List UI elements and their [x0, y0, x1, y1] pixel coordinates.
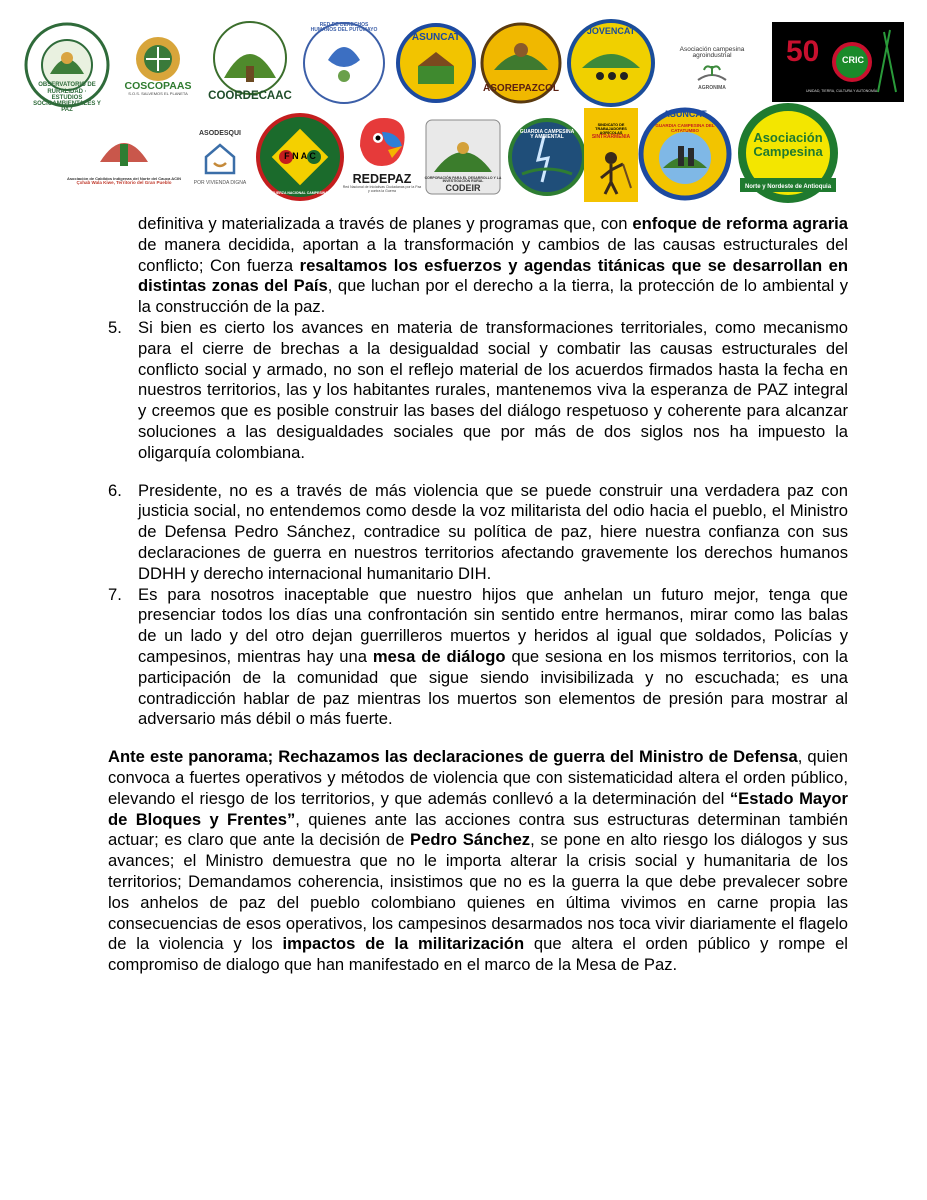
- logo-strip: [0, 0, 927, 205]
- jovencat-label: JOVENCAT: [586, 26, 636, 37]
- text-run: definitiva y materializada a través de planes y programas que, con: [138, 214, 633, 233]
- logo-norte-nordeste: [730, 104, 846, 202]
- text-run: , que luchan por el derecho a la tierra, la protección de lo ambiental y la construcción de la paz.: [138, 276, 848, 317]
- guardia-campesina-emblem: [508, 112, 586, 202]
- text-run: , quien convoca a fuertes operativos y métodos de violencia que con sistematicidad altera el orden público, elevando el riesgo de los territorios, y que además conllevó a la determinación del: [108, 747, 849, 808]
- guardia-campesina-label: GUARDIA CAMPESINA Y AMBIENTAL: [519, 128, 575, 140]
- bold-run: Ante este panorama; Rechazamos las declaraciones de guerra del Ministro de Defensa: [108, 747, 798, 767]
- logo-fensuagro: [256, 112, 344, 202]
- logo-sintrarmenia: [584, 108, 638, 202]
- codeir-label: CODEIR: [445, 182, 481, 193]
- cric-number: 50: [786, 35, 820, 68]
- text-run: que altera el orden público y rompe el compromiso de dialogo que han manifestado en el marco de la Mesa de Paz.: [108, 934, 848, 975]
- acin-emblem: [64, 118, 184, 198]
- asodesqui-label: ASODESQUI: [198, 129, 241, 137]
- fensuagro-label: FUERZA NACIONAL CAMPESINA: [272, 191, 328, 196]
- logo-asorepazcol: [480, 20, 562, 106]
- paragraph-continuation: [108, 214, 848, 318]
- logo-jovencat: [566, 18, 656, 108]
- house-hands-icon: [200, 137, 240, 181]
- logo-redepaz: [342, 110, 422, 202]
- text-run: , se pone en alto riesgo los diálogos y sus avances; el Ministro demuestra que no le importa alterar la crisis social y humanitaria de los territorios; Demandamos coherencia, insistimos que no es la guerra la que debe prevalecer sobre los anhelos de paz del pueblo colombiano quienes en última vivimos en carne propia las consecuencias de esos operativos, los campesinos desarmados nos toca vivir diariamente el flagelo de la violencia y los: [108, 830, 848, 954]
- numbered-list: [108, 318, 848, 464]
- logo-ddhh-putumayo: [298, 20, 390, 106]
- hands-plant-icon: [692, 60, 732, 86]
- logo-asodesqui: [190, 116, 250, 200]
- document-body: [108, 214, 848, 976]
- cric-label: CRIC: [842, 55, 864, 65]
- text-run: , quienes ante las acciones contra sus estructuras determinan también actuar; es claro que ante la decisión de: [108, 809, 848, 850]
- farmer-hoe-icon: [584, 108, 638, 202]
- asuncat-2-sub: GUARDIA CAMPESINA DEL CATATUMBO: [655, 123, 715, 133]
- numbered-list: [108, 481, 848, 731]
- acin-label: Asociación de Cabildos Indígenas del Norte del Cauca ACIN: [66, 175, 182, 181]
- list-item-6: [108, 481, 848, 585]
- asuncat-1-label: ASUNCAT: [411, 31, 461, 43]
- redepaz-label: REDEPAZ: [352, 171, 412, 186]
- logo-agronima: [662, 38, 762, 100]
- sintrarmenia-sub: SINDICATO DE TRABAJADORES AGRÍCOLAS: [595, 123, 627, 136]
- text-run: de manera decidida, aportan a la transformación y cambios de las causas estructurales del conflicto; Con fuerza: [138, 234, 848, 275]
- list-item-5: [108, 318, 848, 464]
- agronima-label: Asociación campesina agroindustrial: [679, 45, 745, 60]
- sintrarmenia-label: SINTRARMENIA: [591, 134, 631, 141]
- fensuagro-letters: F N A C: [284, 151, 316, 162]
- bold-run: resaltamos los esfuerzos y agendas titánicas que se desarrollan en distintas zonas del País: [138, 255, 849, 296]
- list-item-text: Si bien es cierto los avances en materia de transformaciones territoriales, como mecanismo para el cierre de brechas a la desigualdad social y combatir las causas estructurales del conflicto social y armado, no son el reflejo material de los acuerdos firmados hasta la fecha en nuestros territorios, las y los habitantes rurales, mantenemos viva la esperanza de PAZ integral y creemos que es posible construir las bases del diálogo respetuoso y coherente para alcanzar soluciones a las desigualdades sociales que por más de dos siglos nos ha impuesto la oligarquía colombiana.: [138, 317, 848, 462]
- logo-cric: [772, 22, 904, 102]
- logo-asuncat-1: [396, 20, 476, 106]
- cric-sub: UNIDAD, TIERRA, CULTURA Y AUTONOMÍA: [806, 89, 878, 93]
- list-item-7: [108, 585, 848, 731]
- asuncat-2-emblem: [638, 106, 732, 202]
- acin-sub: Çxhab Wala Kiwe, Territorio del Gran Pueblo: [76, 179, 172, 185]
- logo-coscopaas: [114, 33, 202, 105]
- norte-nordeste-label: Asociación Campesina: [753, 130, 823, 159]
- logo-acin: [64, 118, 184, 198]
- norte-nordeste-sub: Norte y Nordeste de Antioquia: [744, 183, 832, 190]
- coordecaac-label: COORDECAAC: [208, 89, 292, 102]
- bold-run: Pedro Sánchez: [410, 830, 531, 850]
- codeir-sub: CORPORACIÓN PARA EL DESARROLLO Y LA INVESTIGACIÓN RURAL: [424, 175, 502, 184]
- asuncat-2-label: ASUNCAT: [663, 109, 707, 119]
- bold-run: impactos de la militarización: [282, 934, 525, 954]
- logo-codeir: [424, 112, 502, 202]
- coscopaas-label: COSCOPAAS: [124, 80, 192, 93]
- redepaz-sub: Red Nacional de Iniciativas Ciudadanas por la Paz y contra la Guerra: [342, 184, 422, 193]
- asodesqui-sub: POR VIVIENDA DIGNA: [193, 180, 247, 187]
- logo-guardia-campesina: [508, 112, 586, 202]
- closing-paragraph: [108, 747, 848, 976]
- list-item-text: Presidente, no es a través de más violencia que se puede construir una verdadera paz con justicia social, no entendemos como desde la voz militarista del odio hacia el pueblo, el Ministro de Defensa Pedro Sánchez, contradice su política de paz, hiere nuestra confianza con sus declaraciones de guerra en nuestros territorios afectando gravemente los derechos humanos DDHH y derecho internacional humanitario DIH.: [138, 480, 848, 583]
- logo-coordecaac: [204, 20, 296, 108]
- ddhh-putumayo-label: RED DE DERECHOS HUMANOS DEL PUTUMAYO: [310, 21, 378, 33]
- asorepazcol-label: ASOREPAZCOL: [483, 82, 559, 94]
- list-number: 6.: [108, 480, 122, 500]
- logo-asuncat-2: [638, 106, 732, 202]
- bold-run: mesa de diálogo: [372, 646, 506, 666]
- list-number: 7.: [108, 584, 122, 604]
- list-number: 5.: [108, 317, 122, 337]
- logo-observatorio: [24, 22, 110, 114]
- list-item-text: que sesiona en los mismos territorios, con la participación de la comunidad que sigue siendo invisibilizada y no escuchada; es una contradicción hablar de paz mientras los muertos son elementos de presión para mostrar al adversario más débil o más fuerte.: [138, 646, 848, 729]
- observatorio-label: OBSERVATORIO DE RURALIDAD · ESTUDIOS SOCIOAMBIENTALES Y PAZ: [33, 82, 101, 114]
- list-item-text: Es para nosotros inaceptable que nuestro hijos que anhelan un futuro mejor, tenga que presenciar todos los días una confrontación sin sentido entre hermanos, mirar como las balas de un lado y del otro dejan guerrilleros muertos y heridos al igual que soldados, Policías y campesinos, mientras hay una: [138, 584, 848, 666]
- bold-run: enfoque de reforma agraria: [632, 214, 848, 233]
- coscopaas-sub: S.O.S. SALVEMOS EL PLANETA: [128, 91, 188, 97]
- agronima-sub: AGRONIMA: [698, 85, 726, 92]
- bold-run: “Estado Mayor de Bloques y Frentes”: [108, 788, 848, 829]
